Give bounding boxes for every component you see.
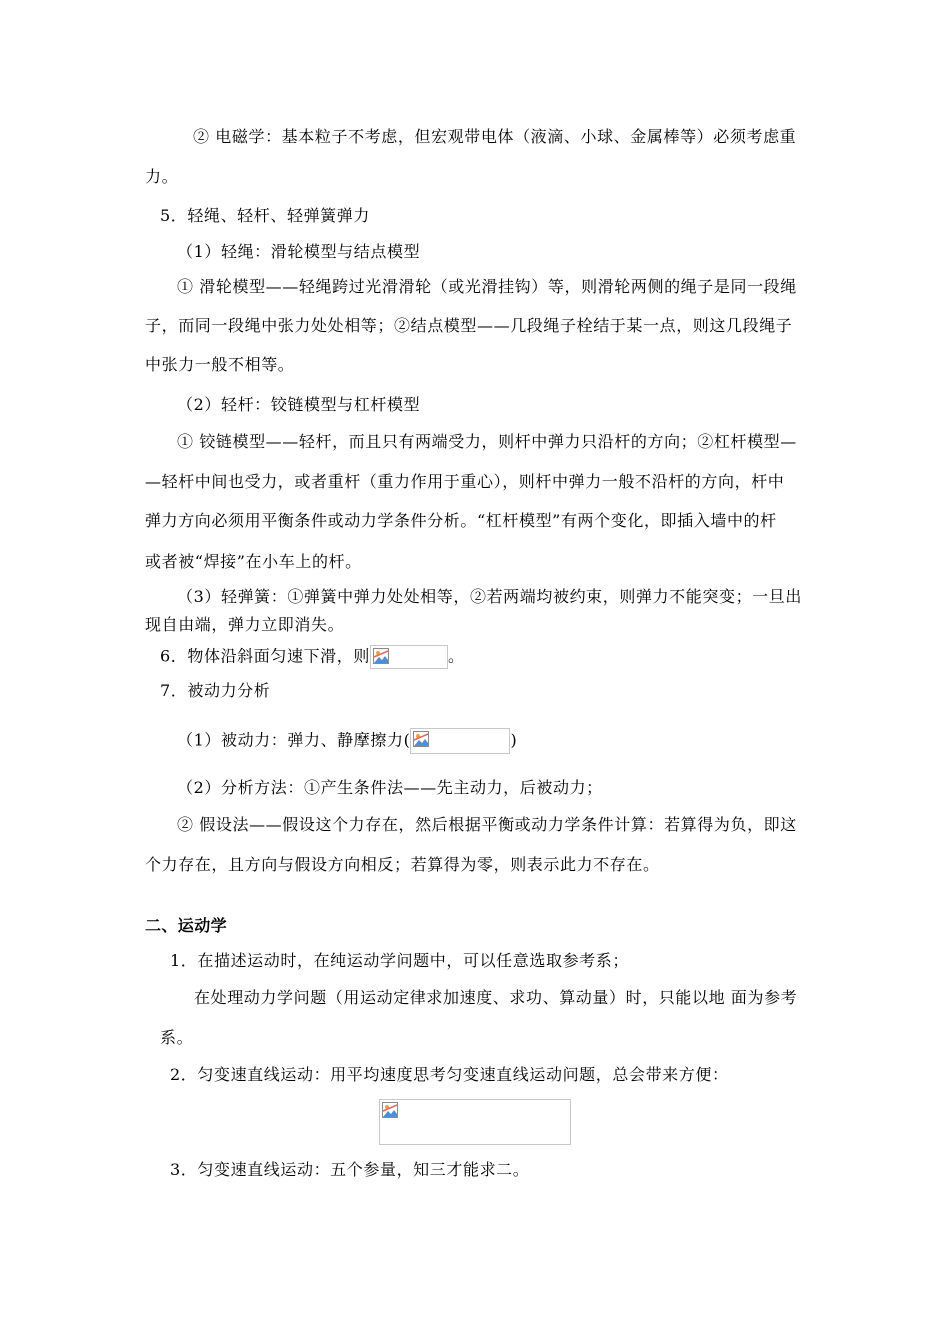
text-line: ② 电磁学：基本粒子不考虑，但宏观带电体（液滴、小球、金属棒等）必须考虑重 — [193, 127, 797, 146]
text-segment: 。 — [447, 646, 465, 666]
section-heading-7: 7．被动力分析 — [160, 681, 271, 700]
broken-image-icon — [413, 731, 429, 747]
text-line: 中张力一般不相等。 — [145, 355, 295, 374]
text-line: ② 假设法——假设这个力存在，然后根据平衡或动力学条件计算：若算得为负，即这 — [177, 815, 797, 834]
text-line: —轻杆中间也受力，或者重杆（重力作用于重心），则杆中弹力一般不沿杆的方向，杆中 — [145, 472, 785, 491]
text-line: 或者被“焊接”在小车上的杆。 — [145, 552, 362, 571]
broken-image-icon — [382, 1102, 398, 1118]
text-segment: 6．物体沿斜面匀速下滑，则 — [160, 646, 370, 666]
text-line: ① 滑轮模型——轻绳跨过光滑滑轮（或光滑挂钩）等，则滑轮两侧的绳子是同一段绳 — [177, 277, 797, 296]
text-line: 系。 — [160, 1028, 194, 1047]
text-line: 2．匀变速直线运动：用平均速度思考匀变速直线运动问题，总会带来方便： — [170, 1065, 729, 1084]
formula-image — [379, 1099, 571, 1145]
text-segment: ) — [510, 730, 518, 750]
chapter-heading: 二、运动学 — [145, 916, 228, 935]
broken-image-icon — [373, 648, 389, 664]
text-line: （2）分析方法：①产生条件法——先主动力，后被动力； — [177, 778, 603, 797]
text-line — [177, 728, 517, 754]
section-line-6 — [160, 645, 465, 669]
text-line: 子，而同一段绳中张力处处相等；②结点模型——几段绳子栓结于某一点，则这几段绳子 — [145, 316, 793, 335]
text-line: 在处理动力学问题（用运动定律求加速度、求功、算动量）时，只能以地 面为参考 — [194, 988, 798, 1007]
text-line: 3．匀变速直线运动：五个参量，知三才能求二。 — [170, 1160, 530, 1179]
text-line: 现自由端，弹力立即消失。 — [145, 615, 345, 634]
text-segment: （1）被动力：弹力、静摩擦力( — [177, 730, 411, 750]
section-heading-5: 5．轻绳、轻杆、轻弹簧弹力 — [160, 206, 370, 225]
formula-image — [370, 645, 448, 669]
text-line: ① 铰链模型——轻杆，而且只有两端受力，则杆中弹力只沿杆的方向；②杠杆模型— — [177, 432, 797, 451]
text-line: 1．在描述运动时，在纯运动学问题中，可以任意选取参考系； — [170, 951, 629, 970]
formula-image — [410, 728, 510, 754]
text-line: 个力存在，且方向与假设方向相反；若算得为零，则表示此力不存在。 — [145, 855, 660, 874]
subheading: （1）轻绳：滑轮模型与结点模型 — [177, 242, 421, 261]
text-line: 力。 — [145, 167, 179, 186]
subheading: （2）轻杆：铰链模型与杠杆模型 — [177, 395, 421, 414]
text-line: 弹力方向必须用平衡条件或动力学条件分析。“杠杆模型”有两个变化，即插入墙中的杆 — [145, 511, 777, 530]
text-line: （3）轻弹簧：①弹簧中弹力处处相等，②若两端均被约束，则弹力不能突变；一旦出 — [177, 587, 802, 606]
